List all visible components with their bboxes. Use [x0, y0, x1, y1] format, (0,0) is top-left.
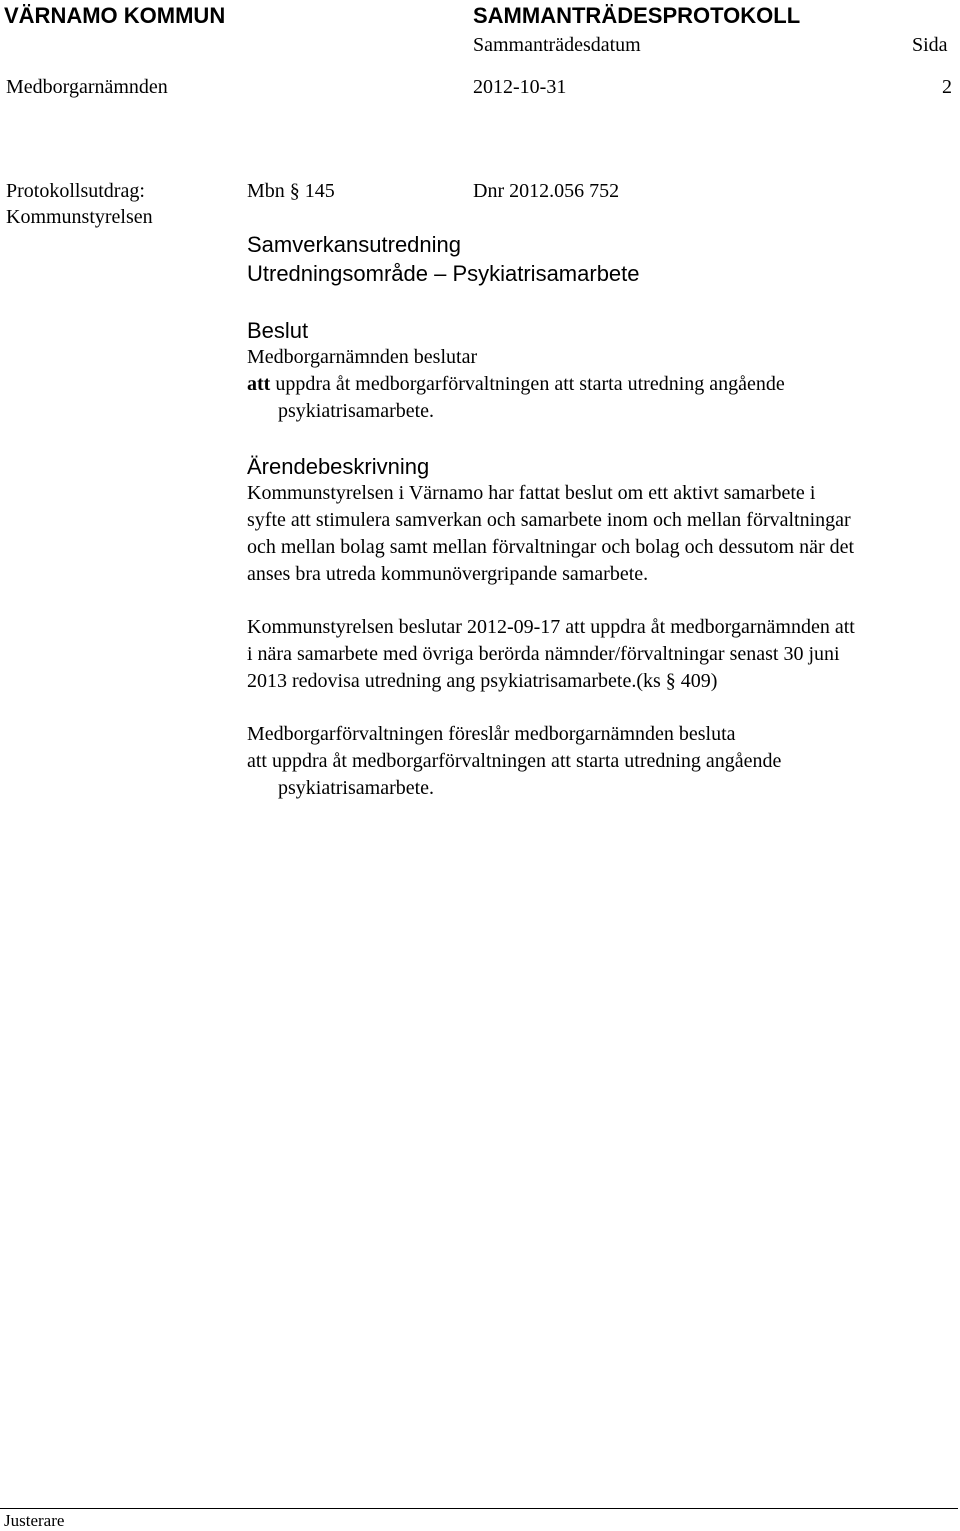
committee-name: Medborgarnämnden — [6, 76, 168, 98]
diary-number: Dnr 2012.056 752 — [473, 180, 620, 202]
beslut-line-2-rest: uppdra åt medborgarförvaltningen att starta utredning angående — [270, 373, 785, 395]
title-line-1: Samverkansutredning — [247, 232, 462, 257]
arende-paragraph-2 — [247, 614, 855, 695]
extract-label: Protokollsutdrag: — [6, 180, 145, 202]
paragraph-line: och mellan bolag samt mellan förvaltningar och bolag och dessutom när det — [247, 536, 855, 558]
beslut-line-1: Medborgarnämnden beslutar — [247, 346, 478, 368]
page-number: 2 — [942, 76, 952, 98]
arende-paragraph-1 — [247, 480, 854, 588]
title-line-2: Utredningsområde – Psykiatrisamarbete — [247, 261, 640, 286]
section-number: Mbn § 145 — [247, 180, 335, 202]
beslut-line-3: psykiatrisamarbete. — [278, 400, 435, 422]
paragraph-line: att uppdra åt medborgarförvaltningen att starta utredning angående — [247, 750, 782, 772]
beslut-text — [247, 344, 785, 425]
footer-justerare-label: Justerare — [4, 1511, 65, 1530]
page-label: Sida — [912, 34, 948, 56]
paragraph-line: anses bra utreda kommunövergripande samarbete. — [247, 563, 649, 585]
date-label: Sammanträdesdatum — [473, 34, 641, 56]
beslut-line-2 — [247, 371, 785, 398]
beslut-heading: Beslut — [247, 318, 309, 343]
paragraph-line: Medborgarförvaltningen föreslår medborgarnämnden besluta — [247, 723, 736, 745]
footer-divider — [0, 1508, 958, 1509]
paragraph-line: i nära samarbete med övriga berörda nämnder/förvaltningar senast 30 juni — [247, 643, 840, 665]
paragraph-line: 2013 redovisa utredning ang psykiatrisamarbete.(ks § 409) — [247, 670, 718, 692]
paragraph-line: Kommunstyrelsen beslutar 2012-09-17 att uppdra åt medborgarnämnden att — [247, 616, 855, 638]
paragraph-line: syfte att stimulera samverkan och samarbete inom och mellan förvaltningar — [247, 509, 851, 531]
arende-paragraph-3 — [247, 721, 781, 802]
paragraph-line: Kommunstyrelsen i Värnamo har fattat beslut om ett aktivt samarbete i — [247, 482, 816, 504]
recipient: Kommunstyrelsen — [6, 206, 153, 228]
meeting-date: 2012-10-31 — [473, 76, 567, 98]
document-type: SAMMANTRÄDESPROTOKOLL — [473, 3, 801, 28]
att-word: att — [247, 373, 271, 395]
org-name: VÄRNAMO KOMMUN — [4, 3, 226, 28]
arende-heading: Ärendebeskrivning — [247, 454, 430, 479]
paragraph-line: psykiatrisamarbete. — [278, 777, 435, 799]
